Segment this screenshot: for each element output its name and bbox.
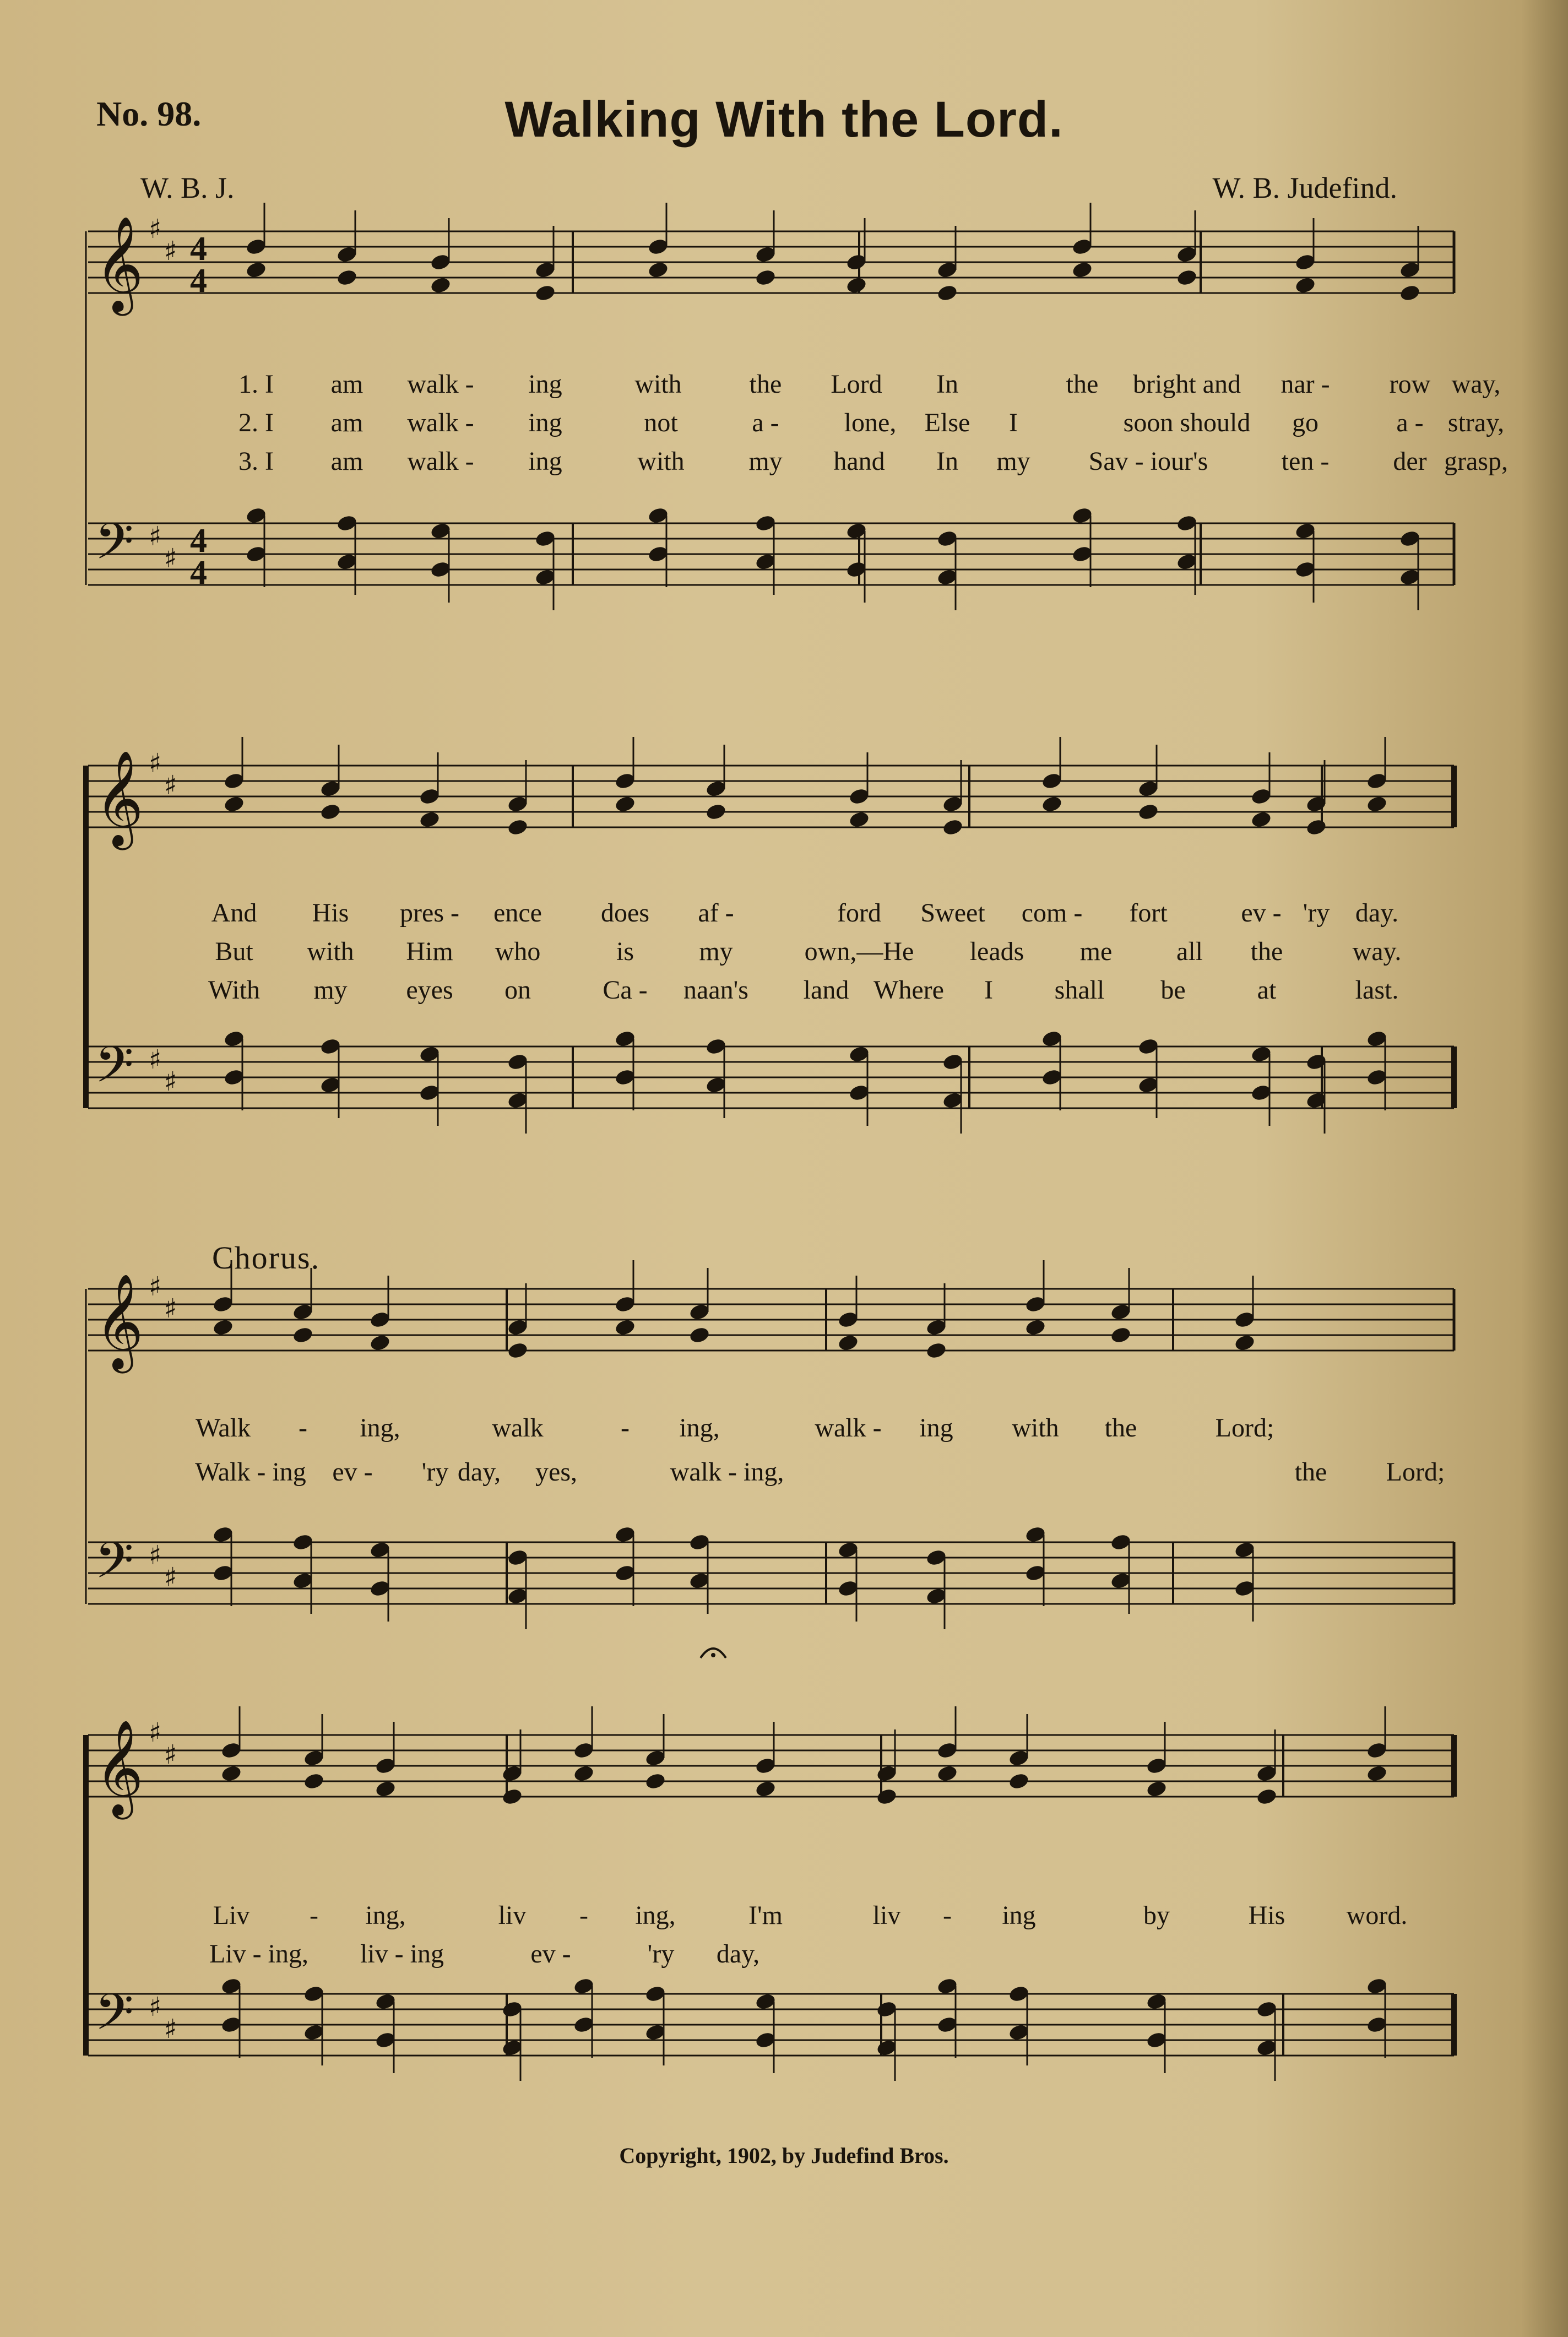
note-head <box>375 1780 397 1798</box>
lyric-syllable: ford <box>837 898 881 928</box>
lyric-syllable: - <box>299 1413 307 1443</box>
note-head <box>1008 1772 1030 1791</box>
lyric-syllable: soon should <box>1123 408 1251 437</box>
lyric-line <box>0 898 1568 936</box>
lyric-syllable: my <box>313 975 348 1005</box>
lyric-syllable: liv - ing <box>360 1939 444 1969</box>
note-head <box>507 818 529 837</box>
lyric-syllable: walk - <box>407 370 474 399</box>
note-head <box>705 803 727 821</box>
treble-clef-icon: 𝄞 <box>95 1720 144 1815</box>
note-head <box>755 1780 777 1798</box>
lyric-syllable: But <box>215 937 253 966</box>
lyric-syllable: ing, <box>365 1901 406 1930</box>
lyric-syllable: ing <box>528 408 562 437</box>
note-head <box>936 1764 958 1783</box>
note-head <box>647 261 669 279</box>
lyric-syllable: at <box>1257 975 1277 1005</box>
lyric-syllable: row <box>1389 370 1431 399</box>
note-head <box>942 818 964 837</box>
note-head <box>614 795 636 814</box>
lyric-syllable: Else <box>924 408 970 437</box>
lyric-syllable: ev - <box>1241 898 1282 928</box>
lyric-line <box>0 936 1568 975</box>
lyricist-credit: W. B. J. <box>140 171 235 204</box>
lyric-line <box>0 1457 1568 1495</box>
lyric-syllable: eyes <box>406 975 453 1005</box>
hymn-number: No. 98. <box>96 94 202 133</box>
sharp-icon: ♯ <box>149 748 162 779</box>
lyric-syllable: naan's <box>683 975 748 1005</box>
lyric-line <box>0 1939 1568 1977</box>
lyric-syllable: com - <box>1021 898 1083 928</box>
lyric-syllable: the <box>749 370 782 399</box>
treble-clef-icon: 𝄞 <box>95 1273 144 1369</box>
note-head <box>369 1333 391 1352</box>
lyric-syllable: ence <box>493 898 542 928</box>
lyric-syllable: - <box>621 1413 630 1443</box>
note-head <box>1399 284 1421 302</box>
bass-clef-icon: 𝄢 <box>95 1531 134 1602</box>
lyric-syllable: a - <box>1396 408 1424 437</box>
lyric-syllable: by <box>1143 1901 1170 1930</box>
lyric-syllable: fort <box>1129 898 1168 928</box>
note-head <box>1146 1780 1168 1798</box>
lyric-syllable: Walk <box>195 1413 251 1443</box>
lyric-syllable: der <box>1393 447 1427 476</box>
lyric-syllable: the <box>1294 1457 1327 1487</box>
note-head <box>507 1341 529 1360</box>
sharp-icon: ♯ <box>149 1717 162 1748</box>
note-head <box>303 1772 325 1791</box>
note-head <box>1250 810 1272 829</box>
lyric-syllable: In <box>936 447 958 476</box>
sharp-icon: ♯ <box>164 2014 177 2045</box>
time-signature-numerator: 4 <box>190 522 207 560</box>
lyric-syllable: His <box>312 898 349 928</box>
lyric-syllable: af - <box>698 898 734 928</box>
note-head <box>614 1318 636 1337</box>
lyric-syllable: ev - <box>332 1457 373 1487</box>
fermata-dot <box>711 1653 715 1657</box>
lyric-syllable: me <box>1079 937 1113 966</box>
lyric-syllable: own,—He <box>804 937 914 966</box>
sharp-icon: ♯ <box>149 1992 162 2022</box>
lyric-syllable: ing, <box>360 1413 400 1443</box>
lyric-syllable: with <box>1012 1413 1059 1443</box>
lyric-syllable: walk - <box>815 1413 882 1443</box>
lyric-syllable: 2. I <box>238 408 274 437</box>
lyric-syllable: with <box>307 937 354 966</box>
note-head <box>837 1333 859 1352</box>
note-head <box>644 1772 666 1791</box>
note-head <box>845 276 867 295</box>
note-head <box>1366 795 1388 814</box>
lyric-syllable: am <box>330 370 363 399</box>
sharp-icon: ♯ <box>164 1066 177 1097</box>
time-signature-denominator: 4 <box>190 554 207 592</box>
sharp-icon: ♯ <box>149 1540 162 1571</box>
lyric-line <box>0 975 1568 1013</box>
lyric-syllable: walk - <box>407 408 474 437</box>
note-head <box>245 261 267 279</box>
lyric-syllable: Lord <box>831 370 882 399</box>
bass-clef-icon: 𝄢 <box>95 512 134 583</box>
lyric-syllable: ing, <box>635 1901 676 1930</box>
lyric-syllable: all <box>1176 937 1203 966</box>
lyric-syllable: His <box>1248 1901 1285 1930</box>
sharp-icon: ♯ <box>164 1293 177 1324</box>
lyric-syllable: on <box>504 975 531 1005</box>
note-head <box>319 803 341 821</box>
treble-clef-icon: 𝄞 <box>95 750 144 846</box>
lyric-syllable: Ca - <box>603 975 648 1005</box>
lyric-syllable: - <box>579 1901 588 1930</box>
lyric-line <box>0 1900 1568 1939</box>
lyric-line <box>0 408 1568 446</box>
lyric-syllable: I'm <box>748 1901 783 1930</box>
lyric-syllable: Lord; <box>1215 1413 1274 1443</box>
lyric-syllable: Walk - ing <box>195 1457 306 1487</box>
lyric-syllable: 3. I <box>238 447 274 476</box>
lyric-syllable: my <box>699 937 733 966</box>
note-head <box>430 276 452 295</box>
lyric-syllable: Lord; <box>1386 1457 1445 1487</box>
lyric-syllable: liv <box>498 1901 527 1930</box>
lyric-syllable: my <box>748 447 783 476</box>
note-head <box>419 810 441 829</box>
lyric-syllable: leads <box>969 937 1024 966</box>
lyric-syllable: Sweet <box>920 898 985 928</box>
lyric-syllable: Liv - ing, <box>209 1939 308 1969</box>
composer-credit: W. B. Judefind. <box>1212 171 1397 204</box>
note-head <box>1256 1787 1278 1806</box>
lyric-syllable: last. <box>1355 975 1399 1005</box>
note-head <box>223 795 245 814</box>
lyric-syllable: who <box>495 937 541 966</box>
sharp-icon: ♯ <box>164 770 177 801</box>
lyric-syllable: the <box>1066 370 1099 399</box>
note-head <box>1071 261 1093 279</box>
lyric-syllable: hand <box>833 447 885 476</box>
bass-clef-icon: 𝄢 <box>95 1035 134 1106</box>
sharp-icon: ♯ <box>149 1044 162 1075</box>
note-head <box>936 284 958 302</box>
copyright-notice: Copyright, 1902, by Judefind Bros. <box>619 2143 949 2168</box>
sharp-icon: ♯ <box>164 236 177 267</box>
lyric-syllable: walk <box>492 1413 544 1443</box>
note-head <box>1176 268 1198 287</box>
lyric-syllable: Him <box>406 937 453 966</box>
sharp-icon: ♯ <box>149 214 162 245</box>
lyric-syllable: ev - <box>530 1939 571 1969</box>
lyric-syllable: In <box>936 370 958 399</box>
lyric-syllable: Where <box>873 975 944 1005</box>
lyric-syllable: stray, <box>1447 408 1505 437</box>
sharp-icon: ♯ <box>164 1739 177 1770</box>
note-head <box>1041 795 1063 814</box>
lyric-syllable: 'ry <box>647 1939 675 1969</box>
lyric-syllable: am <box>330 408 363 437</box>
note-head <box>1137 803 1159 821</box>
note-head <box>688 1326 710 1344</box>
lyric-syllable: 1. I <box>238 370 274 399</box>
lyric-syllable: walk - <box>407 447 474 476</box>
lyric-syllable: am <box>330 447 363 476</box>
lyric-syllable: Liv <box>213 1901 250 1930</box>
lyric-syllable: And <box>211 898 257 928</box>
lyric-syllable: does <box>601 898 649 928</box>
sharp-icon: ♯ <box>149 521 162 552</box>
lyric-syllable: I <box>984 975 993 1005</box>
note-head <box>336 268 358 287</box>
note-head <box>220 1764 242 1783</box>
lyric-syllable: 'ry <box>421 1457 449 1487</box>
lyric-syllable: the <box>1250 937 1283 966</box>
note-head <box>1024 1318 1046 1337</box>
lyric-syllable: day, <box>457 1457 501 1487</box>
lyric-syllable: day. <box>1355 898 1399 928</box>
lyric-syllable: not <box>644 408 678 437</box>
lyric-syllable: nar - <box>1281 370 1330 399</box>
lyric-syllable: ing <box>528 370 562 399</box>
lyric-syllable: a - <box>752 408 779 437</box>
lyric-syllable: pres - <box>400 898 459 928</box>
lyric-syllable: I <box>1009 408 1018 437</box>
lyric-syllable: way. <box>1352 937 1402 966</box>
hymn-title: Walking With the Lord. <box>504 91 1064 148</box>
lyric-syllable: Sav - iour's <box>1088 447 1208 476</box>
lyric-syllable: with <box>634 370 682 399</box>
lyric-syllable: shall <box>1054 975 1105 1005</box>
lyric-syllable: ten - <box>1281 447 1330 476</box>
note-head <box>292 1326 314 1344</box>
treble-clef-icon: 𝄞 <box>95 216 144 312</box>
lyric-syllable: land <box>803 975 849 1005</box>
chorus-label: Chorus. <box>212 1240 321 1276</box>
sharp-icon: ♯ <box>149 1271 162 1302</box>
lyric-line <box>0 446 1568 485</box>
sharp-icon: ♯ <box>164 1562 177 1593</box>
note-head <box>848 810 870 829</box>
lyric-syllable: is <box>616 937 634 966</box>
lyric-syllable: lone, <box>844 408 897 437</box>
lyric-syllable: grasp, <box>1444 447 1508 476</box>
note-head <box>755 268 777 287</box>
lyric-syllable: word. <box>1346 1901 1408 1930</box>
note-head <box>1294 276 1316 295</box>
lyric-syllable: - <box>943 1901 952 1930</box>
lyric-syllable: walk - ing, <box>670 1457 784 1487</box>
lyric-syllable: bright and <box>1133 370 1241 399</box>
lyric-syllable: With <box>208 975 261 1005</box>
time-signature-numerator: 4 <box>190 230 207 268</box>
note-head <box>1305 818 1327 837</box>
note-head <box>534 284 556 302</box>
note-head <box>1234 1333 1256 1352</box>
lyric-syllable: ing <box>919 1413 953 1443</box>
lyric-syllable: 'ry <box>1303 898 1330 928</box>
lyric-syllable: day, <box>716 1939 760 1969</box>
note-head <box>1366 1764 1388 1783</box>
lyric-syllable: way, <box>1451 370 1501 399</box>
note-head <box>1110 1326 1132 1344</box>
lyric-syllable: my <box>996 447 1030 476</box>
lyric-syllable: yes, <box>535 1457 577 1487</box>
note-head <box>501 1787 523 1806</box>
lyric-syllable: - <box>310 1901 318 1930</box>
note-head <box>925 1341 947 1360</box>
sharp-icon: ♯ <box>164 543 177 574</box>
time-signature-denominator: 4 <box>190 262 207 300</box>
note-head <box>876 1787 898 1806</box>
lyric-syllable: ing <box>528 447 562 476</box>
lyric-syllable: with <box>637 447 685 476</box>
lyric-syllable: liv <box>872 1901 901 1930</box>
lyric-syllable: the <box>1104 1413 1137 1443</box>
lyric-line <box>0 1413 1568 1451</box>
bass-clef-icon: 𝄢 <box>95 1983 134 2053</box>
note-head <box>573 1764 595 1783</box>
lyric-syllable: be <box>1160 975 1186 1005</box>
note-head <box>212 1318 234 1337</box>
lyric-line <box>0 369 1568 408</box>
lyric-syllable: ing <box>1002 1901 1036 1930</box>
lyric-syllable: go <box>1292 408 1319 437</box>
lyric-syllable: ing, <box>679 1413 720 1443</box>
